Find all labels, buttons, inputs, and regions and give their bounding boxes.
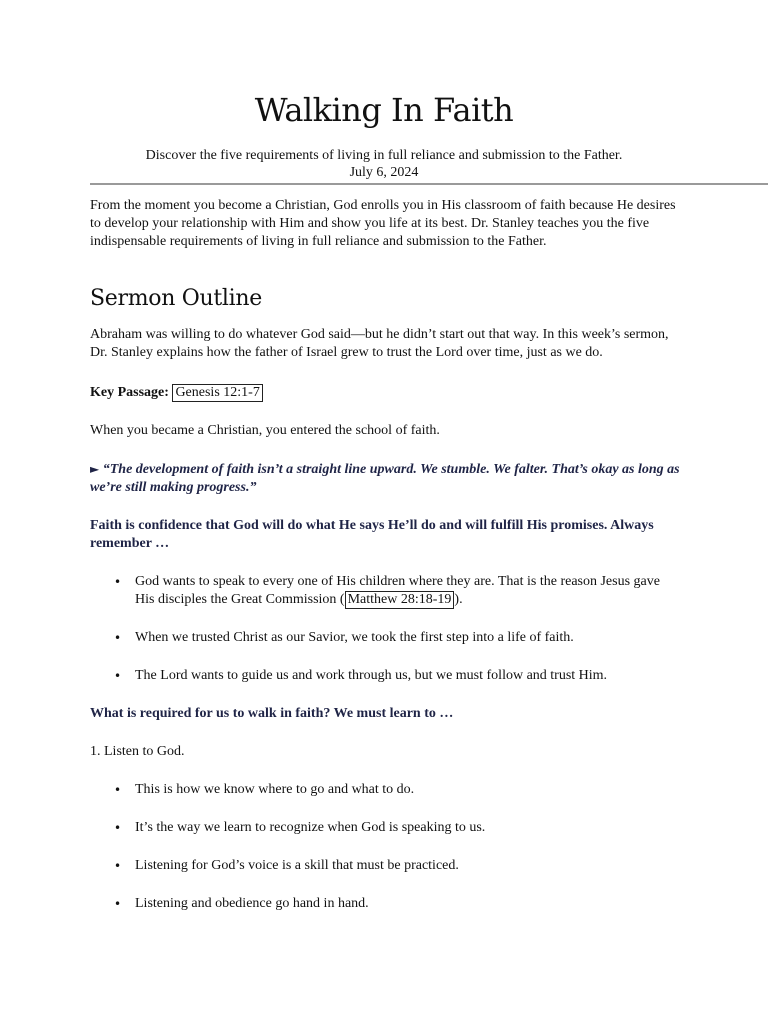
point-one-heading: 1. Listen to God. (90, 744, 185, 759)
bullet-icon: • (114, 821, 122, 835)
pull-quote-text: “The development of faith isn’t a straight line upward. We stumble. We falter. That’s okay as long as we’re still making progress.” (90, 462, 680, 495)
header-divider (90, 183, 768, 185)
list-item (90, 895, 680, 913)
requirements-heading: What is required for us to walk in faith? We must learn to … (90, 706, 454, 721)
bullet-icon: • (114, 575, 122, 589)
intro-paragraph: From the moment you become a Christian, God enrolls you in His classroom of faith because He desires to develop your relationship with Him and show you life at its best. Dr. Stanley teaches you the five indispensable requirements of living in full reliance and submission to the Father. (90, 198, 676, 249)
list-item-text: The Lord wants to guide us and work through us, but we must follow and trust Him. (135, 668, 608, 683)
faith-statement: Faith is confidence that God will do what He says He’ll do and will fulfill His promises. Always remember … (90, 518, 654, 551)
list-item (90, 781, 680, 799)
list-item (90, 857, 680, 875)
page-title: Walking In Faith (254, 91, 514, 129)
list-item-text: This is how we know where to go and what to do. (135, 782, 415, 797)
list-item (90, 573, 680, 609)
list-item-text: It’s the way we learn to recognize when God is speaking to us. (135, 820, 486, 835)
school-of-faith-paragraph: When you became a Christian, you entered the school of faith. (90, 423, 440, 438)
list-item-text: God wants to speak to every one of His children where they are. That is the reason Jesus gave His disciples the Great Commission ( (135, 574, 660, 607)
key-passage (90, 384, 680, 402)
list-item (90, 667, 680, 685)
listen-list (90, 781, 680, 913)
article-body (90, 197, 680, 913)
bullet-icon: • (114, 631, 122, 645)
bullet-icon: • (114, 783, 122, 797)
remember-list (90, 573, 680, 685)
bullet-icon: • (114, 859, 122, 873)
key-passage-link[interactable]: Genesis 12:1-7 (172, 384, 262, 402)
pull-quote (90, 460, 680, 497)
key-passage-label: Key Passage: (90, 385, 169, 400)
publish-date: July 6, 2024 (349, 165, 419, 180)
list-item-text: Listening for God’s voice is a skill that must be practiced. (135, 858, 459, 873)
page-subtitle: Discover the five requirements of living in full reliance and submission to the Father. (145, 148, 623, 163)
bullet-icon: • (114, 897, 122, 911)
list-item-text-end: ). (454, 592, 463, 607)
scripture-link-matthew[interactable]: Matthew 28:18-19 (345, 591, 455, 609)
bullet-icon: • (114, 669, 122, 683)
list-item-text: When we trusted Christ as our Savior, we took the first step into a life of faith. (135, 630, 574, 645)
section-heading-sermon-outline: Sermon Outline (90, 286, 262, 311)
list-item (90, 819, 680, 837)
list-item (90, 629, 680, 647)
list-item-text: Listening and obedience go hand in hand. (135, 896, 369, 911)
abraham-paragraph: Abraham was willing to do whatever God said—but he didn’t start out that way. In this week’s sermon, Dr. Stanley explains how the father of Israel grew to trust the Lord over time, just as we do. (90, 327, 669, 360)
play-arrow-icon: ► (90, 462, 100, 476)
